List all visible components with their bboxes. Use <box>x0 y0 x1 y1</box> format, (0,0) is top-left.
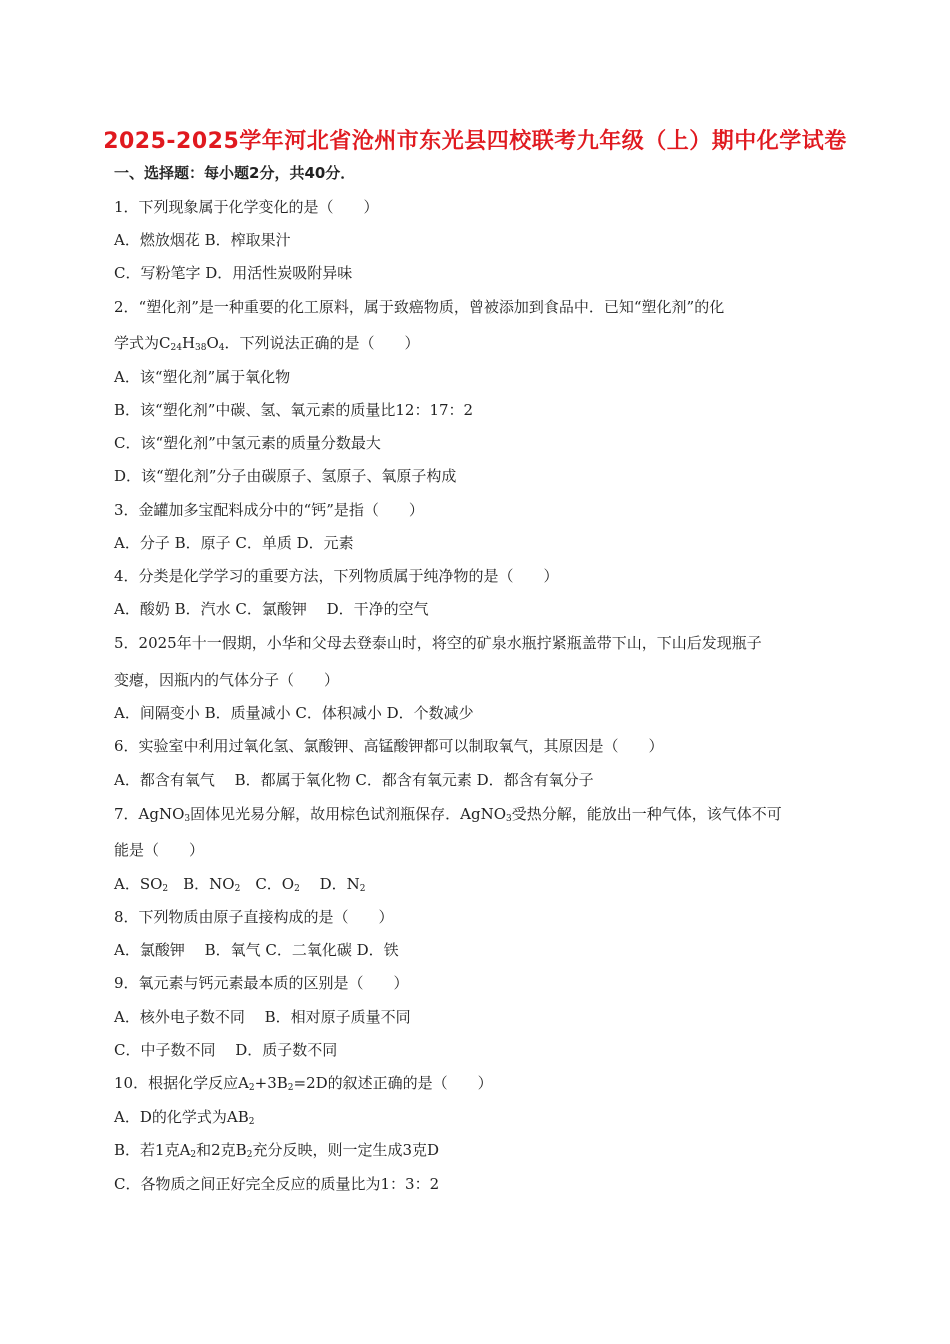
question-line <box>114 1007 411 1027</box>
line-text: A．氯酸钾 B．氧气 C．二氧化碳 D．铁 <box>114 941 399 959</box>
line-text: A．间隔变小 B．质量减小 C．体积减小 D．个数减少 <box>114 704 474 722</box>
question-line <box>114 840 204 860</box>
line-text: 7．AgNO <box>114 805 185 823</box>
question-line <box>114 907 394 927</box>
question-line <box>114 804 782 829</box>
question-line <box>114 1073 493 1098</box>
line-text: 8．下列物质由原子直接构成的是（ ） <box>114 908 394 926</box>
question-line <box>114 400 473 420</box>
question-line <box>114 940 399 960</box>
question-line <box>114 433 381 453</box>
line-text: 学式为C <box>114 334 171 352</box>
subscript: 38 <box>195 343 207 353</box>
line-text: A．分子 B．原子 C．单质 D．元素 <box>114 534 354 552</box>
question-line <box>114 230 291 250</box>
line-text: 2．“塑化剂”是一种重要的化工原料，属于致癌物质，曾被添加到食品中．已知“塑化剂”的化 <box>114 298 725 316</box>
question-line <box>114 466 456 486</box>
question-line <box>114 1107 254 1132</box>
subscript: 2 <box>234 884 241 894</box>
question-line <box>114 297 724 317</box>
line-text: 6．实验室中利用过氧化氢、氯酸钾、高锰酸钾都可以制取氧气，其原因是（ ） <box>114 737 664 755</box>
line-text: 9．氧元素与钙元素最本质的区别是（ ） <box>114 974 409 992</box>
line-text: C．写粉笔字 D．用活性炭吸附异味 <box>114 264 353 282</box>
line-text: C．O <box>240 875 295 893</box>
line-text: B．若1克A <box>114 1141 191 1159</box>
line-text: A．都含有氧气 B．都属于氧化物 C．都含有氧元素 D．都含有氧分子 <box>114 771 594 789</box>
question-line <box>114 263 352 283</box>
line-text: 和2克B <box>196 1141 247 1159</box>
question-line <box>114 566 559 586</box>
line-text: 4．分类是化学学习的重要方法，下列物质属于纯净物的是（ ） <box>114 567 559 585</box>
exam-title: 2025-2025学年河北省沧州市东光县四校联考九年级（上）期中化学试卷 <box>103 129 847 154</box>
line-text: D．该“塑化剂”分子由碳原子、氢原子、氧原子构成 <box>114 467 457 485</box>
question-line <box>114 599 429 619</box>
subscript: 3 <box>506 814 512 824</box>
subscript: 2 <box>294 884 300 894</box>
question-line <box>114 633 762 653</box>
line-text: 受热分解，能放出一种气体，该气体不可 <box>511 805 782 823</box>
question-line <box>114 1040 337 1060</box>
subscript: 2 <box>248 1083 255 1093</box>
line-text: +3B <box>254 1074 288 1092</box>
question-line <box>114 1140 439 1165</box>
line-text: C．各物质之间正好完全反应的质量比为1：3：2 <box>114 1175 440 1193</box>
subscript: 24 <box>170 343 182 353</box>
line-text: H <box>181 334 196 352</box>
question-line <box>114 770 594 790</box>
line-text: =2D的叙述正确的是（ ） <box>293 1074 493 1092</box>
subscript: 2 <box>287 1083 294 1093</box>
question-line <box>114 367 290 387</box>
line-text: B．NO <box>168 875 235 893</box>
question-line <box>114 736 664 756</box>
line-text: 10．根据化学反应A <box>114 1074 249 1092</box>
line-text: A．D的化学式为AB <box>114 1108 249 1126</box>
subscript: 2 <box>190 1150 197 1160</box>
line-text: 固体见光易分解，故用棕色试剂瓶保存．AgNO <box>190 805 506 823</box>
question-line <box>114 973 409 993</box>
subscript: 4 <box>218 343 225 353</box>
line-text: C．中子数不同 D．质子数不同 <box>114 1041 338 1059</box>
question-line <box>114 197 379 217</box>
question-line <box>114 703 474 723</box>
subscript: 2 <box>359 884 366 894</box>
line-text: A．SO <box>114 875 163 893</box>
subscript: 2 <box>246 1150 253 1160</box>
question-line <box>114 500 424 520</box>
line-text: D．N <box>299 875 360 893</box>
subscript: 2 <box>248 1117 255 1127</box>
subscript: 3 <box>184 814 191 824</box>
subscript: 2 <box>162 884 169 894</box>
line-text: 充分反映，则一定生成3克D <box>252 1141 440 1159</box>
line-text: 变瘪，因瓶内的气体分子（ ） <box>114 671 340 689</box>
line-text: A．燃放烟花 B．榨取果汁 <box>114 231 291 249</box>
question-line <box>114 1174 439 1194</box>
question-line <box>114 533 354 553</box>
question-line <box>114 874 366 899</box>
line-text: 能是（ ） <box>114 841 205 859</box>
line-text: A．核外电子数不同 B．相对原子质量不同 <box>114 1008 411 1026</box>
section-heading: 一、选择题：每小题2分，共40分． <box>114 164 356 182</box>
line-text: A．酸奶 B．汽水 C．氯酸钾 D．干净的空气 <box>114 600 429 618</box>
question-line <box>114 333 420 358</box>
line-text: C．该“塑化剂”中氢元素的质量分数最大 <box>114 434 381 452</box>
line-text: 1．下列现象属于化学变化的是（ ） <box>114 198 379 216</box>
line-text: 5．2025年十一假期，小华和父母去登泰山时，将空的矿泉水瓶拧紧瓶盖带下山，下山后发现瓶子 <box>114 634 762 652</box>
line-text: O <box>206 334 219 352</box>
line-text: A．该“塑化剂”属于氧化物 <box>114 368 291 386</box>
line-text: B．该“塑化剂”中碳、氢、氧元素的质量比12：17：2 <box>114 401 474 419</box>
line-text: 3．金罐加多宝配料成分中的“钙”是指（ ） <box>114 501 424 519</box>
line-text: ．下列说法正确的是（ ） <box>224 334 420 352</box>
question-line <box>114 670 339 690</box>
